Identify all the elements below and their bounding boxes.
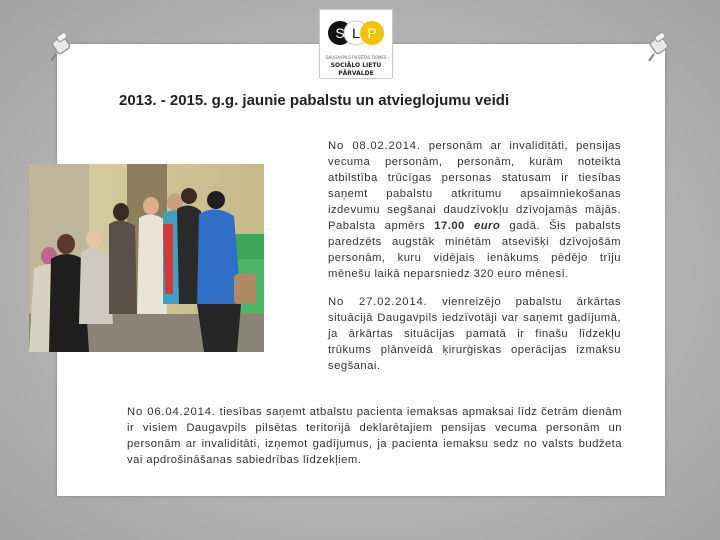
paragraph-3 (127, 404, 622, 468)
paragraph-2-lead: No 27.02.2014. (328, 296, 428, 308)
logo-caption-line2: PĀRVALDE (338, 70, 374, 77)
logo-letter-p: P (367, 25, 377, 41)
paragraph-1-amount: 17.00 (434, 220, 465, 232)
logo-caption (322, 54, 390, 78)
slide-title: 2013. - 2015. g.g. jaunie pabalstu un atvieglojumu veidi (119, 92, 510, 109)
paragraph-1-currency: euro (473, 220, 501, 232)
paragraph-1 (328, 138, 621, 282)
pushpin-icon (48, 32, 74, 62)
paragraph-3-text: tiesības saņemt atbalstu pacienta iemaksas apmaksai līdz četrām dienām ir visiem Daugavpils pilsētas teritorijā deklarētajiem pensijas vecuma personām un personām ar invaliditāti, izņemot gadījumus, ja pacienta iemaksu sedz no valsts budžeta vai apdrošināšanas sabiedrības līdzekļiem. (127, 406, 622, 466)
logo-letter-l: L (352, 25, 360, 41)
logo-caption-small: DAUGAVPILS PILSĒTAS DOMES (325, 55, 387, 60)
paragraph-2-text: vienreizējo pabalstu ārkārtas situācijā Daugavpils iedzīvotāji var saņemt gadījumā, ja ārkārtas situācijas pamatā ir finašu līdzekļu trūkums plānveidā ķirurģiskas operācijas izmaksu segšanai. (328, 296, 621, 372)
paragraph-1-text-a: personām ar invaliditāti, pensijas vecuma personām, personām, kurām noteikta atbilstība trūcīgas personas statusam ir tiesības saņemt pabalstu atkritumu apsaimniekošanas izdevumu segšanai daudzīvokļu dzīvojamās mājās. Pabalsta apmērs (328, 140, 621, 232)
paragraph-1-lead: No 08.02.2014. (328, 140, 421, 152)
logo-caption-line1: SOCIĀLO LIETU (330, 62, 382, 69)
pushpin-icon (646, 32, 672, 62)
paragraph-3-lead: No 06.04.2014. (127, 406, 216, 418)
paragraph-1-text-b: gadā. Šis pabalsts paredzēts augstāk minētām atsevišķi dzīvojošām personām, kuru vidējais ienākums pēdējo trīju mēnešu laikā neparsniedz 320 euro mēnesī. (328, 220, 621, 280)
slp-logo (319, 9, 393, 79)
logo-letter-s: S (335, 25, 345, 41)
slp-logo-icon (328, 16, 384, 50)
paragraph-2 (328, 294, 621, 374)
photo-people-queue (29, 164, 264, 352)
